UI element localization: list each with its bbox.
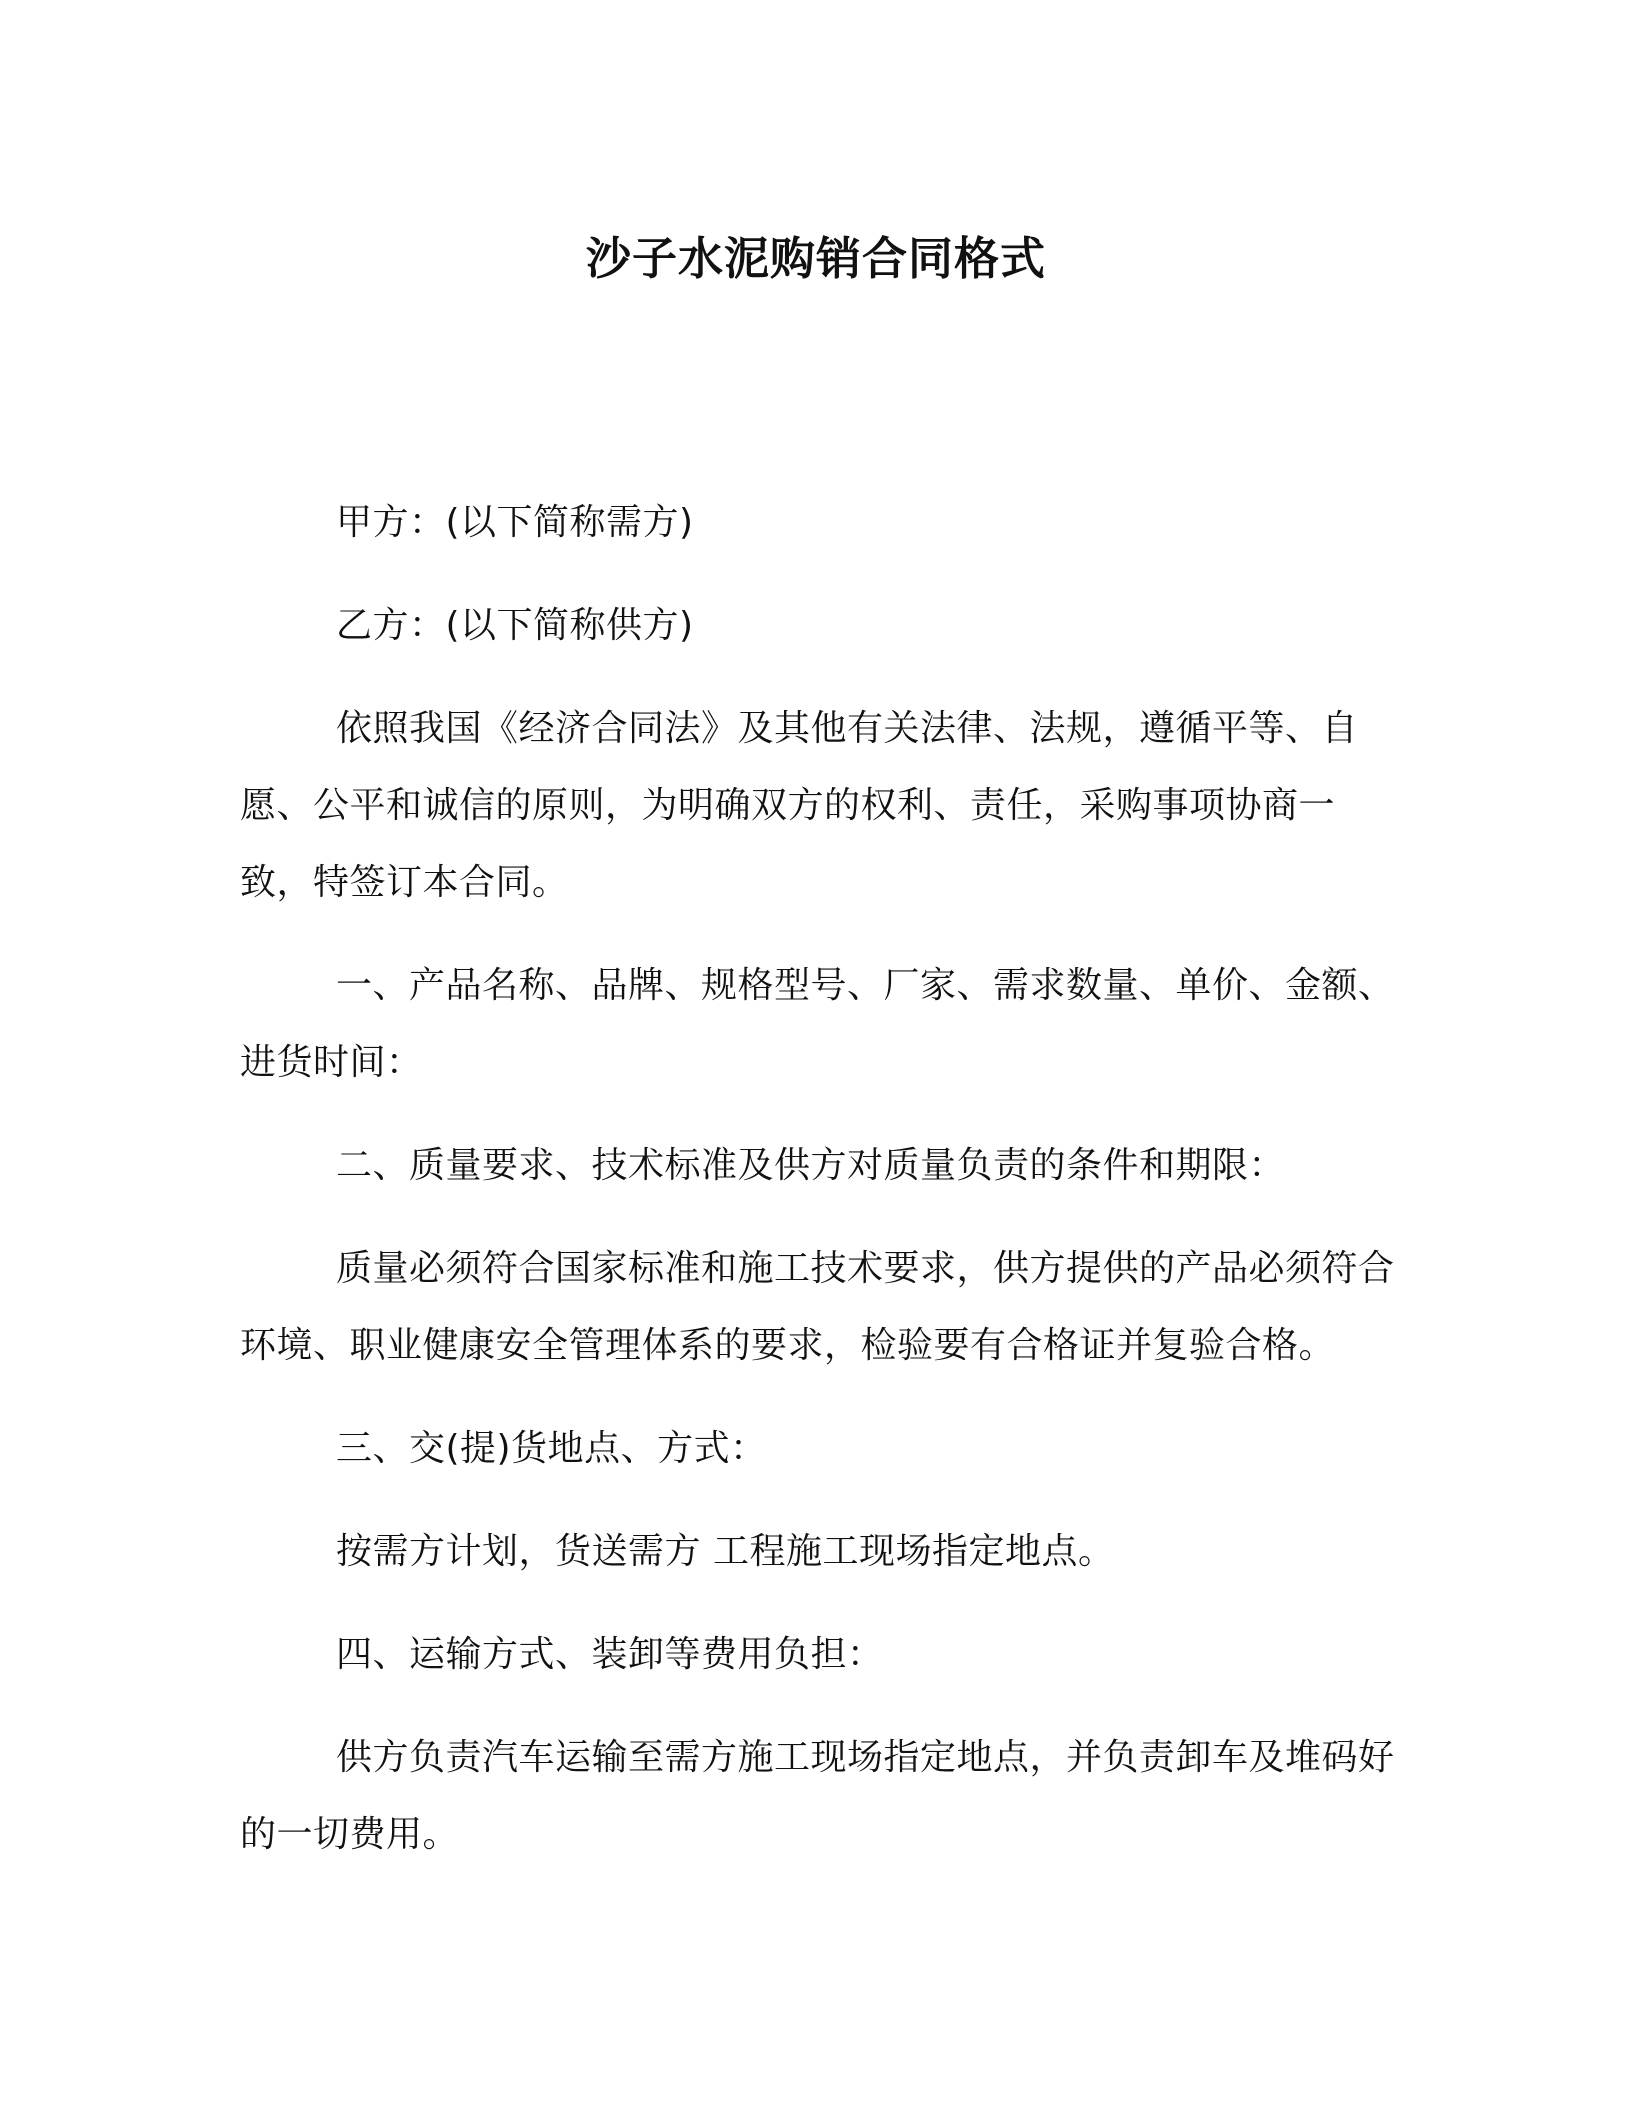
preamble-paragraph: 依照我国《经济合同法》及其他有关法律、法规，遵循平等、自愿、公平和诚信的原则，为明确双方的权利、责任，采购事项协商一致，特签订本合同。 [240,708,1359,903]
section-4-body: 供方负责汽车运输至需方施工现场指定地点，并负责卸车及堆码好的一切费用。 [240,1737,1395,1855]
section-2-body: 质量必须符合国家标准和施工技术要求，供方提供的产品必须符合环境、职业健康安全管理体系的要求，检验要有合格证并复验合格。 [240,1248,1395,1366]
document-body [240,484,1400,1873]
section-3-body: 按需方计划，货送需方 工程施工现场指定地点。 [336,1531,1115,1572]
section-2-heading: 二、质量要求、技术标准及供方对质量负责的条件和期限： [336,1145,1286,1186]
document-title: 沙子水泥购销合同格式 [585,232,1046,285]
party-a-line: 甲方：(以下简称需方) [336,502,694,543]
section-4-heading: 四、运输方式、装卸等费用负担： [336,1634,884,1675]
party-b-line: 乙方：(以下简称供方) [336,605,694,646]
section-1-heading: 一、产品名称、品牌、规格型号、厂家、需求数量、单价、金额、进货时间： [240,965,1395,1083]
section-3-heading: 三、交(提)货地点、方式： [336,1428,767,1469]
